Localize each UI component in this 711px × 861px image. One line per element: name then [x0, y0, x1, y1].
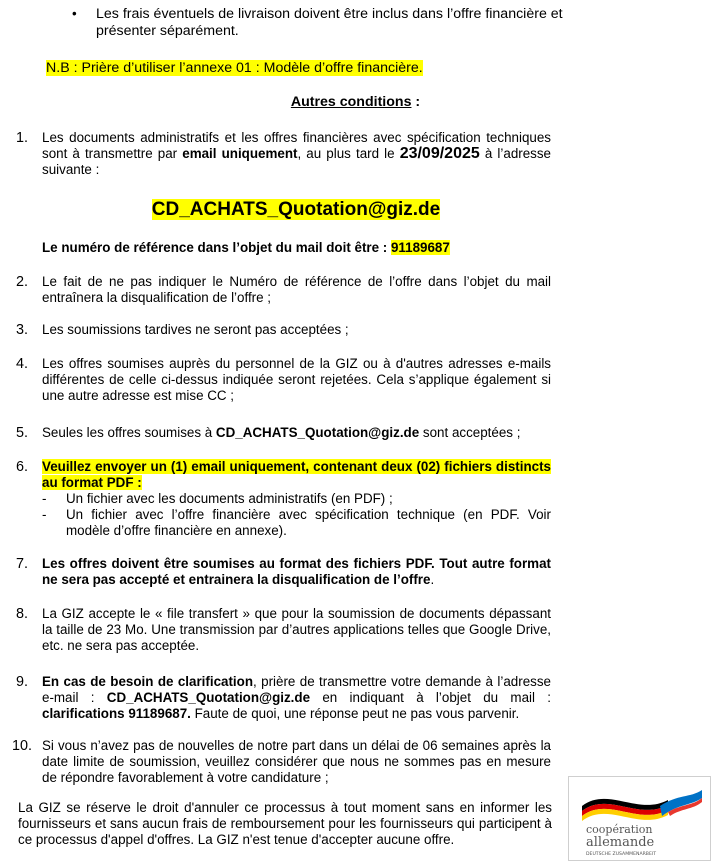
reference-number: 91189687 [390, 240, 450, 255]
bullet-glyph: • [72, 6, 77, 21]
logo-line3: DEUTSCHE ZUSAMMENARBEIT [586, 852, 657, 857]
item-text: Veuillez envoyer un (1) email uniquement, contenant deux (02) fichiers distincts au format PDF : [42, 459, 551, 490]
email-inline: CD_ACHATS_Quotation@giz.de [215, 425, 420, 440]
item-number: 3. [16, 322, 29, 338]
item-number: 6. [16, 459, 29, 475]
nb-note [46, 60, 423, 76]
reference-line: Le numéro de référence dans l’objet du mail doit être : 91189687 [42, 240, 450, 255]
item-text: En cas de besoin de clarification, prière de transmettre votre demande à l’adresse e-mail : CD_ACHATS_Quotation@giz.de en indiquant à l’objet du mail : clarifications 91189687. Faute de quoi, une réponse peut ne pas vous parvenir. [42, 674, 551, 721]
submission-email [0, 198, 592, 222]
email-inline: CD_ACHATS_Quotation@giz.de [106, 690, 311, 705]
item-number: 9. [16, 674, 29, 690]
item-number: 1. [16, 130, 29, 146]
item-number: 5. [16, 425, 29, 441]
item-number: 7. [16, 556, 29, 572]
item-number: 10. [12, 738, 33, 754]
nb-note-text: N.B : Prière d’utiliser l’annexe 01 : Modèle d’offre financière. [46, 60, 423, 76]
item-text: Seules les offres soumises à CD_ACHATS_Quotation@giz.de sont acceptées ; [42, 425, 521, 440]
logo-line2: allemande [586, 835, 655, 850]
deadline-date: 23/09/2025 [399, 145, 480, 162]
item-text: Les offres doivent être soumises au format des fichiers PDF. Tout autre format ne sera pas accepté et entrainera la disqualification de l’offre. [42, 556, 551, 587]
item-text: Le fait de ne pas indiquer le Numéro de référence de l’offre dans l’objet du mail entraînera la disqualification de l’offre ; [42, 274, 551, 305]
delivery-costs-text: Les frais éventuels de livraison doivent être inclus dans l’offre financière et présenter séparément. [96, 6, 563, 39]
submission-email-text: CD_ACHATS_Quotation@giz.de [151, 199, 441, 220]
logo-line1: coopération [586, 823, 653, 836]
item-text: Les soumissions tardives ne seront pas acceptées ; [42, 322, 349, 337]
item-text: Les offres soumises auprès du personnel de la GIZ ou à d'autres adresses e-mails différentes de celle ci-dessus indiquée seront rejetées. Cela s’applique également si une autre adresse est mise CC ; [42, 356, 551, 403]
item-text: Les documents administratifs et les offres financières avec spécification techniques sont à transmettre par email uniquement, au plus tard le 23/09/2025 à l’adresse suivante : [42, 130, 552, 177]
cooperation-allemande-logo [568, 776, 711, 861]
item-text: La GIZ accepte le « file transfert » que pour la soumission de documents dépassant la taille de 23 Mo. Une transmission par d’autres applications telles que Google Drive, etc. ne sera pas acceptée. [42, 606, 551, 653]
item-number: 4. [16, 356, 29, 372]
footer-paragraph: La GIZ se réserve le droit d'annuler ce processus à tout moment sans en informer les fournisseurs et sans aucun frais de remboursement pour les fournisseurs qui participent à ce processus d'appel d'offres. La GIZ n'est tenue d'accepter aucune offre. [18, 800, 552, 847]
section-heading-text: Autres conditions [290, 94, 412, 110]
item-number: 8. [16, 606, 29, 622]
item-number: 2. [16, 274, 29, 290]
section-heading: Autres conditions : [290, 94, 421, 110]
item-text: Si vous n’avez pas de nouvelles de notre part dans un délai de 06 semaines après la date limite de soumission, veuillez considérer que nous ne sommes pas en mesure de répondre favorablement à votre candidature ; [42, 738, 551, 785]
